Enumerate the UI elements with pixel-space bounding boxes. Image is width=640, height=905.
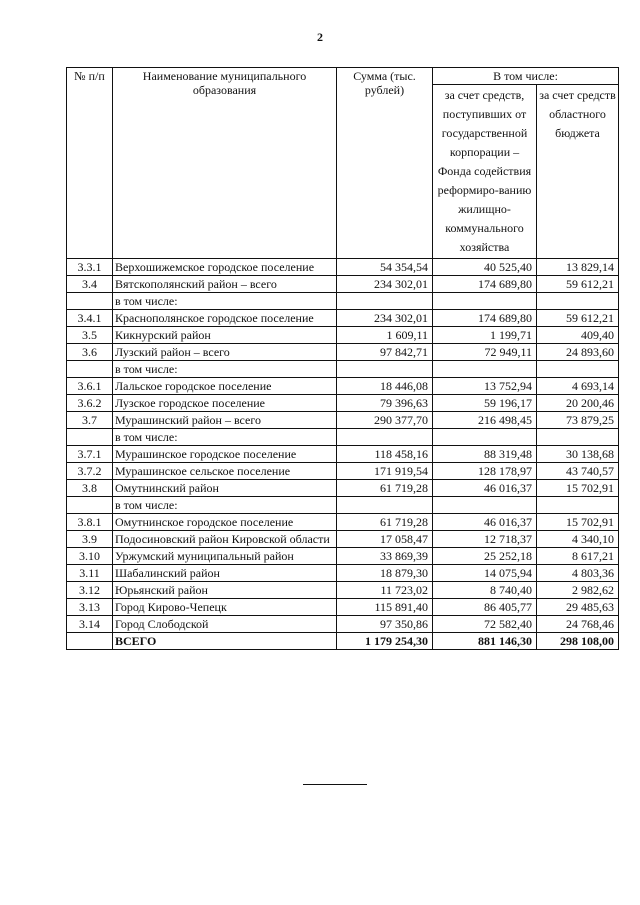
cell-sum (337, 293, 433, 310)
cell-num: 3.3.1 (67, 259, 113, 276)
table-body (67, 259, 619, 650)
header-including: В том числе: (433, 68, 619, 85)
cell-num: 3.14 (67, 616, 113, 633)
cell-sum: 18 879,30 (337, 565, 433, 582)
cell-num: 3.5 (67, 327, 113, 344)
cell-sum: 18 446,08 (337, 378, 433, 395)
table-row (67, 412, 619, 429)
cell-reg: 4 803,36 (537, 565, 619, 582)
cell-name: Город Слободской (113, 616, 337, 633)
cell-name: Вятскополянский район – всего (113, 276, 337, 293)
cell-num: 3.9 (67, 531, 113, 548)
cell-num: 3.8 (67, 480, 113, 497)
cell-num (67, 429, 113, 446)
cell-reg: 409,40 (537, 327, 619, 344)
cell-name: Лузский район – всего (113, 344, 337, 361)
cell-fed: 46 016,37 (433, 514, 537, 531)
cell-sum (337, 361, 433, 378)
table-row (67, 548, 619, 565)
header-num: № п/п (67, 68, 113, 259)
cell-reg: 20 200,46 (537, 395, 619, 412)
table-row (67, 599, 619, 616)
funding-table (66, 67, 619, 650)
cell-reg: 8 617,21 (537, 548, 619, 565)
cell-name: Город Кирово-Чепецк (113, 599, 337, 616)
cell-fed: 881 146,30 (433, 633, 537, 650)
cell-sum: 97 842,71 (337, 344, 433, 361)
cell-sum: 171 919,54 (337, 463, 433, 480)
table-row (67, 259, 619, 276)
table-row (67, 446, 619, 463)
table-row (67, 378, 619, 395)
total-row (67, 633, 619, 650)
cell-reg: 29 485,63 (537, 599, 619, 616)
cell-sum: 1 609,11 (337, 327, 433, 344)
cell-reg: 13 829,14 (537, 259, 619, 276)
cell-fed: 128 178,97 (433, 463, 537, 480)
cell-name: Лузское городское поселение (113, 395, 337, 412)
cell-sum (337, 497, 433, 514)
cell-sum: 234 302,01 (337, 310, 433, 327)
cell-reg: 4 340,10 (537, 531, 619, 548)
cell-fed: 40 525,40 (433, 259, 537, 276)
table-row (67, 327, 619, 344)
cell-name: Лальское городское поселение (113, 378, 337, 395)
cell-name: Кикнурский район (113, 327, 337, 344)
table-row (67, 395, 619, 412)
cell-name: Шабалинский район (113, 565, 337, 582)
cell-reg (537, 429, 619, 446)
table-row (67, 293, 619, 310)
cell-name: в том числе: (113, 293, 337, 310)
cell-fed: 13 752,94 (433, 378, 537, 395)
cell-num: 3.6 (67, 344, 113, 361)
cell-fed: 59 196,17 (433, 395, 537, 412)
cell-fed: 8 740,40 (433, 582, 537, 599)
table-header (67, 68, 619, 259)
cell-fed: 86 405,77 (433, 599, 537, 616)
cell-name: Мурашинское сельское поселение (113, 463, 337, 480)
table-row (67, 310, 619, 327)
cell-name: Омутнинское городское поселение (113, 514, 337, 531)
cell-num: 3.11 (67, 565, 113, 582)
header-sum: Сумма (тыс. рублей) (337, 68, 433, 259)
cell-sum: 61 719,28 (337, 480, 433, 497)
cell-reg (537, 361, 619, 378)
cell-sum: 118 458,16 (337, 446, 433, 463)
cell-num: 3.7.2 (67, 463, 113, 480)
cell-sum: 1 179 254,30 (337, 633, 433, 650)
cell-reg: 24 768,46 (537, 616, 619, 633)
cell-name: Юрьянский район (113, 582, 337, 599)
cell-num: 3.13 (67, 599, 113, 616)
cell-reg: 59 612,21 (537, 310, 619, 327)
cell-fed (433, 293, 537, 310)
cell-reg: 15 702,91 (537, 514, 619, 531)
cell-num (67, 633, 113, 650)
table-row (67, 565, 619, 582)
table-row (67, 531, 619, 548)
table-row (67, 344, 619, 361)
table-row (67, 616, 619, 633)
cell-reg: 24 893,60 (537, 344, 619, 361)
header-regional-budget: за счет средств областного бюджета (537, 85, 619, 259)
cell-name: в том числе: (113, 497, 337, 514)
page-number: 2 (317, 30, 323, 44)
cell-name: ВСЕГО (113, 633, 337, 650)
cell-num (67, 497, 113, 514)
cell-num: 3.6.2 (67, 395, 113, 412)
cell-fed: 174 689,80 (433, 276, 537, 293)
cell-name: в том числе: (113, 429, 337, 446)
cell-reg (537, 497, 619, 514)
cell-fed (433, 497, 537, 514)
cell-num (67, 361, 113, 378)
cell-fed: 72 949,11 (433, 344, 537, 361)
cell-fed: 216 498,45 (433, 412, 537, 429)
cell-reg: 4 693,14 (537, 378, 619, 395)
cell-name: Мурашинский район – всего (113, 412, 337, 429)
cell-fed: 14 075,94 (433, 565, 537, 582)
separator-line (303, 784, 367, 785)
table-row (67, 480, 619, 497)
cell-reg: 73 879,25 (537, 412, 619, 429)
cell-fed: 174 689,80 (433, 310, 537, 327)
cell-reg: 59 612,21 (537, 276, 619, 293)
cell-reg: 43 740,57 (537, 463, 619, 480)
cell-fed: 1 199,71 (433, 327, 537, 344)
table-row (67, 463, 619, 480)
cell-sum: 61 719,28 (337, 514, 433, 531)
table-row (67, 276, 619, 293)
cell-sum: 54 354,54 (337, 259, 433, 276)
cell-name: Уржумский муниципальный район (113, 548, 337, 565)
cell-sum: 17 058,47 (337, 531, 433, 548)
cell-sum (337, 429, 433, 446)
cell-num: 3.4 (67, 276, 113, 293)
cell-fed: 72 582,40 (433, 616, 537, 633)
header-name: Наименование муниципального образования (113, 68, 337, 259)
cell-fed: 25 252,18 (433, 548, 537, 565)
cell-fed (433, 429, 537, 446)
cell-num (67, 293, 113, 310)
cell-sum: 115 891,40 (337, 599, 433, 616)
cell-sum: 11 723,02 (337, 582, 433, 599)
cell-fed: 46 016,37 (433, 480, 537, 497)
cell-sum: 33 869,39 (337, 548, 433, 565)
cell-num: 3.8.1 (67, 514, 113, 531)
header-federal-fund: за счет средств, поступивших от государственной корпорации – Фонда содействия реформиро-ванию жилищно-коммунального хозяйства (433, 85, 537, 259)
cell-sum: 97 350,86 (337, 616, 433, 633)
table-row (67, 361, 619, 378)
table-row (67, 514, 619, 531)
cell-reg (537, 293, 619, 310)
cell-fed (433, 361, 537, 378)
cell-sum: 234 302,01 (337, 276, 433, 293)
cell-fed: 12 718,37 (433, 531, 537, 548)
table-row (67, 582, 619, 599)
cell-name: Омутнинский район (113, 480, 337, 497)
cell-reg: 2 982,62 (537, 582, 619, 599)
cell-name: Подосиновский район Кировской области (113, 531, 337, 548)
cell-name: в том числе: (113, 361, 337, 378)
cell-num: 3.12 (67, 582, 113, 599)
cell-name: Краснополянское городское поселение (113, 310, 337, 327)
cell-num: 3.7 (67, 412, 113, 429)
cell-sum: 290 377,70 (337, 412, 433, 429)
cell-sum: 79 396,63 (337, 395, 433, 412)
cell-reg: 15 702,91 (537, 480, 619, 497)
table-row (67, 497, 619, 514)
cell-name: Верхошижемское городское поселение (113, 259, 337, 276)
table-row (67, 429, 619, 446)
cell-num: 3.7.1 (67, 446, 113, 463)
cell-reg: 298 108,00 (537, 633, 619, 650)
cell-reg: 30 138,68 (537, 446, 619, 463)
cell-fed: 88 319,48 (433, 446, 537, 463)
cell-num: 3.10 (67, 548, 113, 565)
cell-name: Мурашинское городское поселение (113, 446, 337, 463)
cell-num: 3.4.1 (67, 310, 113, 327)
cell-num: 3.6.1 (67, 378, 113, 395)
